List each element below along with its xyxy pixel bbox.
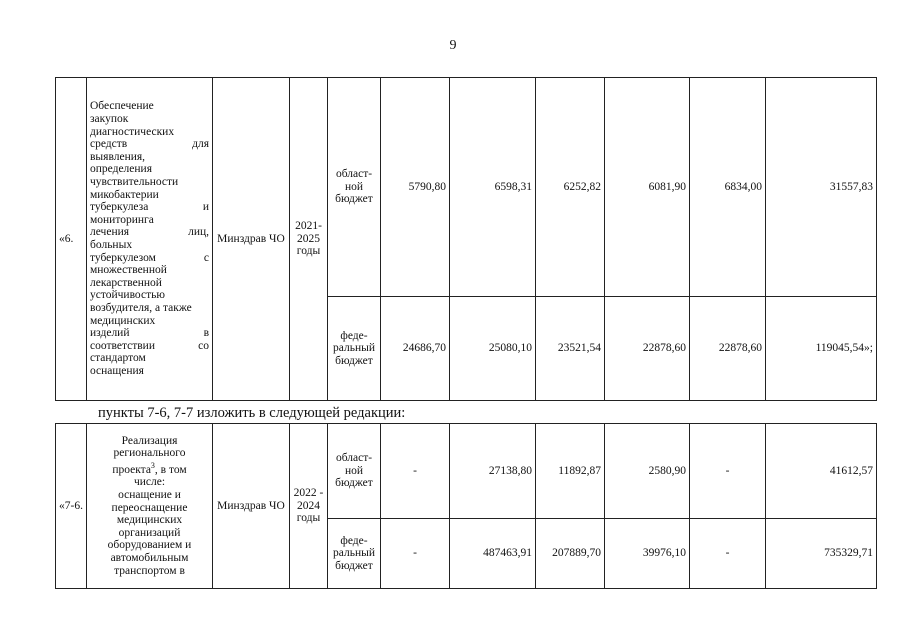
total-cell: 41612,57	[766, 424, 877, 519]
value-cell: 2580,90	[605, 424, 690, 519]
period: 2022 - 2024 годы	[290, 424, 328, 589]
executor: Минздрав ЧО	[213, 424, 290, 589]
item-description: Реализация регионального проекта$^3$, в том числе: оснащение и переоснащение медицинских организаций оборудованием и автомобильным транспортом в	[87, 424, 213, 589]
value-cell: -	[690, 424, 766, 519]
page-number: 9	[449, 38, 457, 53]
value-cell: 487463,91	[450, 519, 536, 589]
value-cell: 6081,90	[605, 78, 690, 297]
value-cell: 23521,54	[536, 297, 605, 401]
value-cell: 6598,31	[450, 78, 536, 297]
executor: Минздрав ЧО	[213, 78, 290, 401]
budget-source: феде-ральный бюджет	[328, 297, 381, 401]
value-cell: -	[690, 519, 766, 589]
total-cell: 119045,54»;	[766, 297, 877, 401]
item-description: Обеспечение закупок диагностических средств для выявления, определения чувствительности микобактерии туберкулеза и мониторинга лечения лиц, больных туберкулезом с множественной лекарственной устойчивостью возбудителя, а также медицинских изделий в соответствии со стандартом оснащения	[87, 78, 213, 401]
value-cell: 27138,80	[450, 424, 536, 519]
budget-source: област-ной бюджет	[328, 424, 381, 519]
value-cell: 24686,70	[381, 297, 450, 401]
budget-source: област-ной бюджет	[328, 78, 381, 297]
table-row	[56, 78, 877, 297]
value-cell: 25080,10	[450, 297, 536, 401]
budget-source: феде-ральный бюджет	[328, 519, 381, 589]
amendment-text: пункты 7-6, 7-7 изложить в следующей редакции:	[98, 405, 406, 421]
program-table-part1	[55, 77, 877, 401]
value-cell: 6252,82	[536, 78, 605, 297]
item-number: «6.	[56, 78, 87, 401]
value-cell: 11892,87	[536, 424, 605, 519]
total-cell: 735329,71	[766, 519, 877, 589]
value-cell: -	[381, 519, 450, 589]
value-cell: 22878,60	[690, 297, 766, 401]
value-cell: 6834,00	[690, 78, 766, 297]
value-cell: 22878,60	[605, 297, 690, 401]
value-cell: 39976,10	[605, 519, 690, 589]
period: 2021-2025 годы	[290, 78, 328, 401]
program-table-part2	[55, 423, 877, 589]
value-cell: 5790,80	[381, 78, 450, 297]
value-cell: -	[381, 424, 450, 519]
item-number: «7-6.	[56, 424, 87, 589]
total-cell: 31557,83	[766, 78, 877, 297]
value-cell: 207889,70	[536, 519, 605, 589]
table-row	[56, 424, 877, 519]
